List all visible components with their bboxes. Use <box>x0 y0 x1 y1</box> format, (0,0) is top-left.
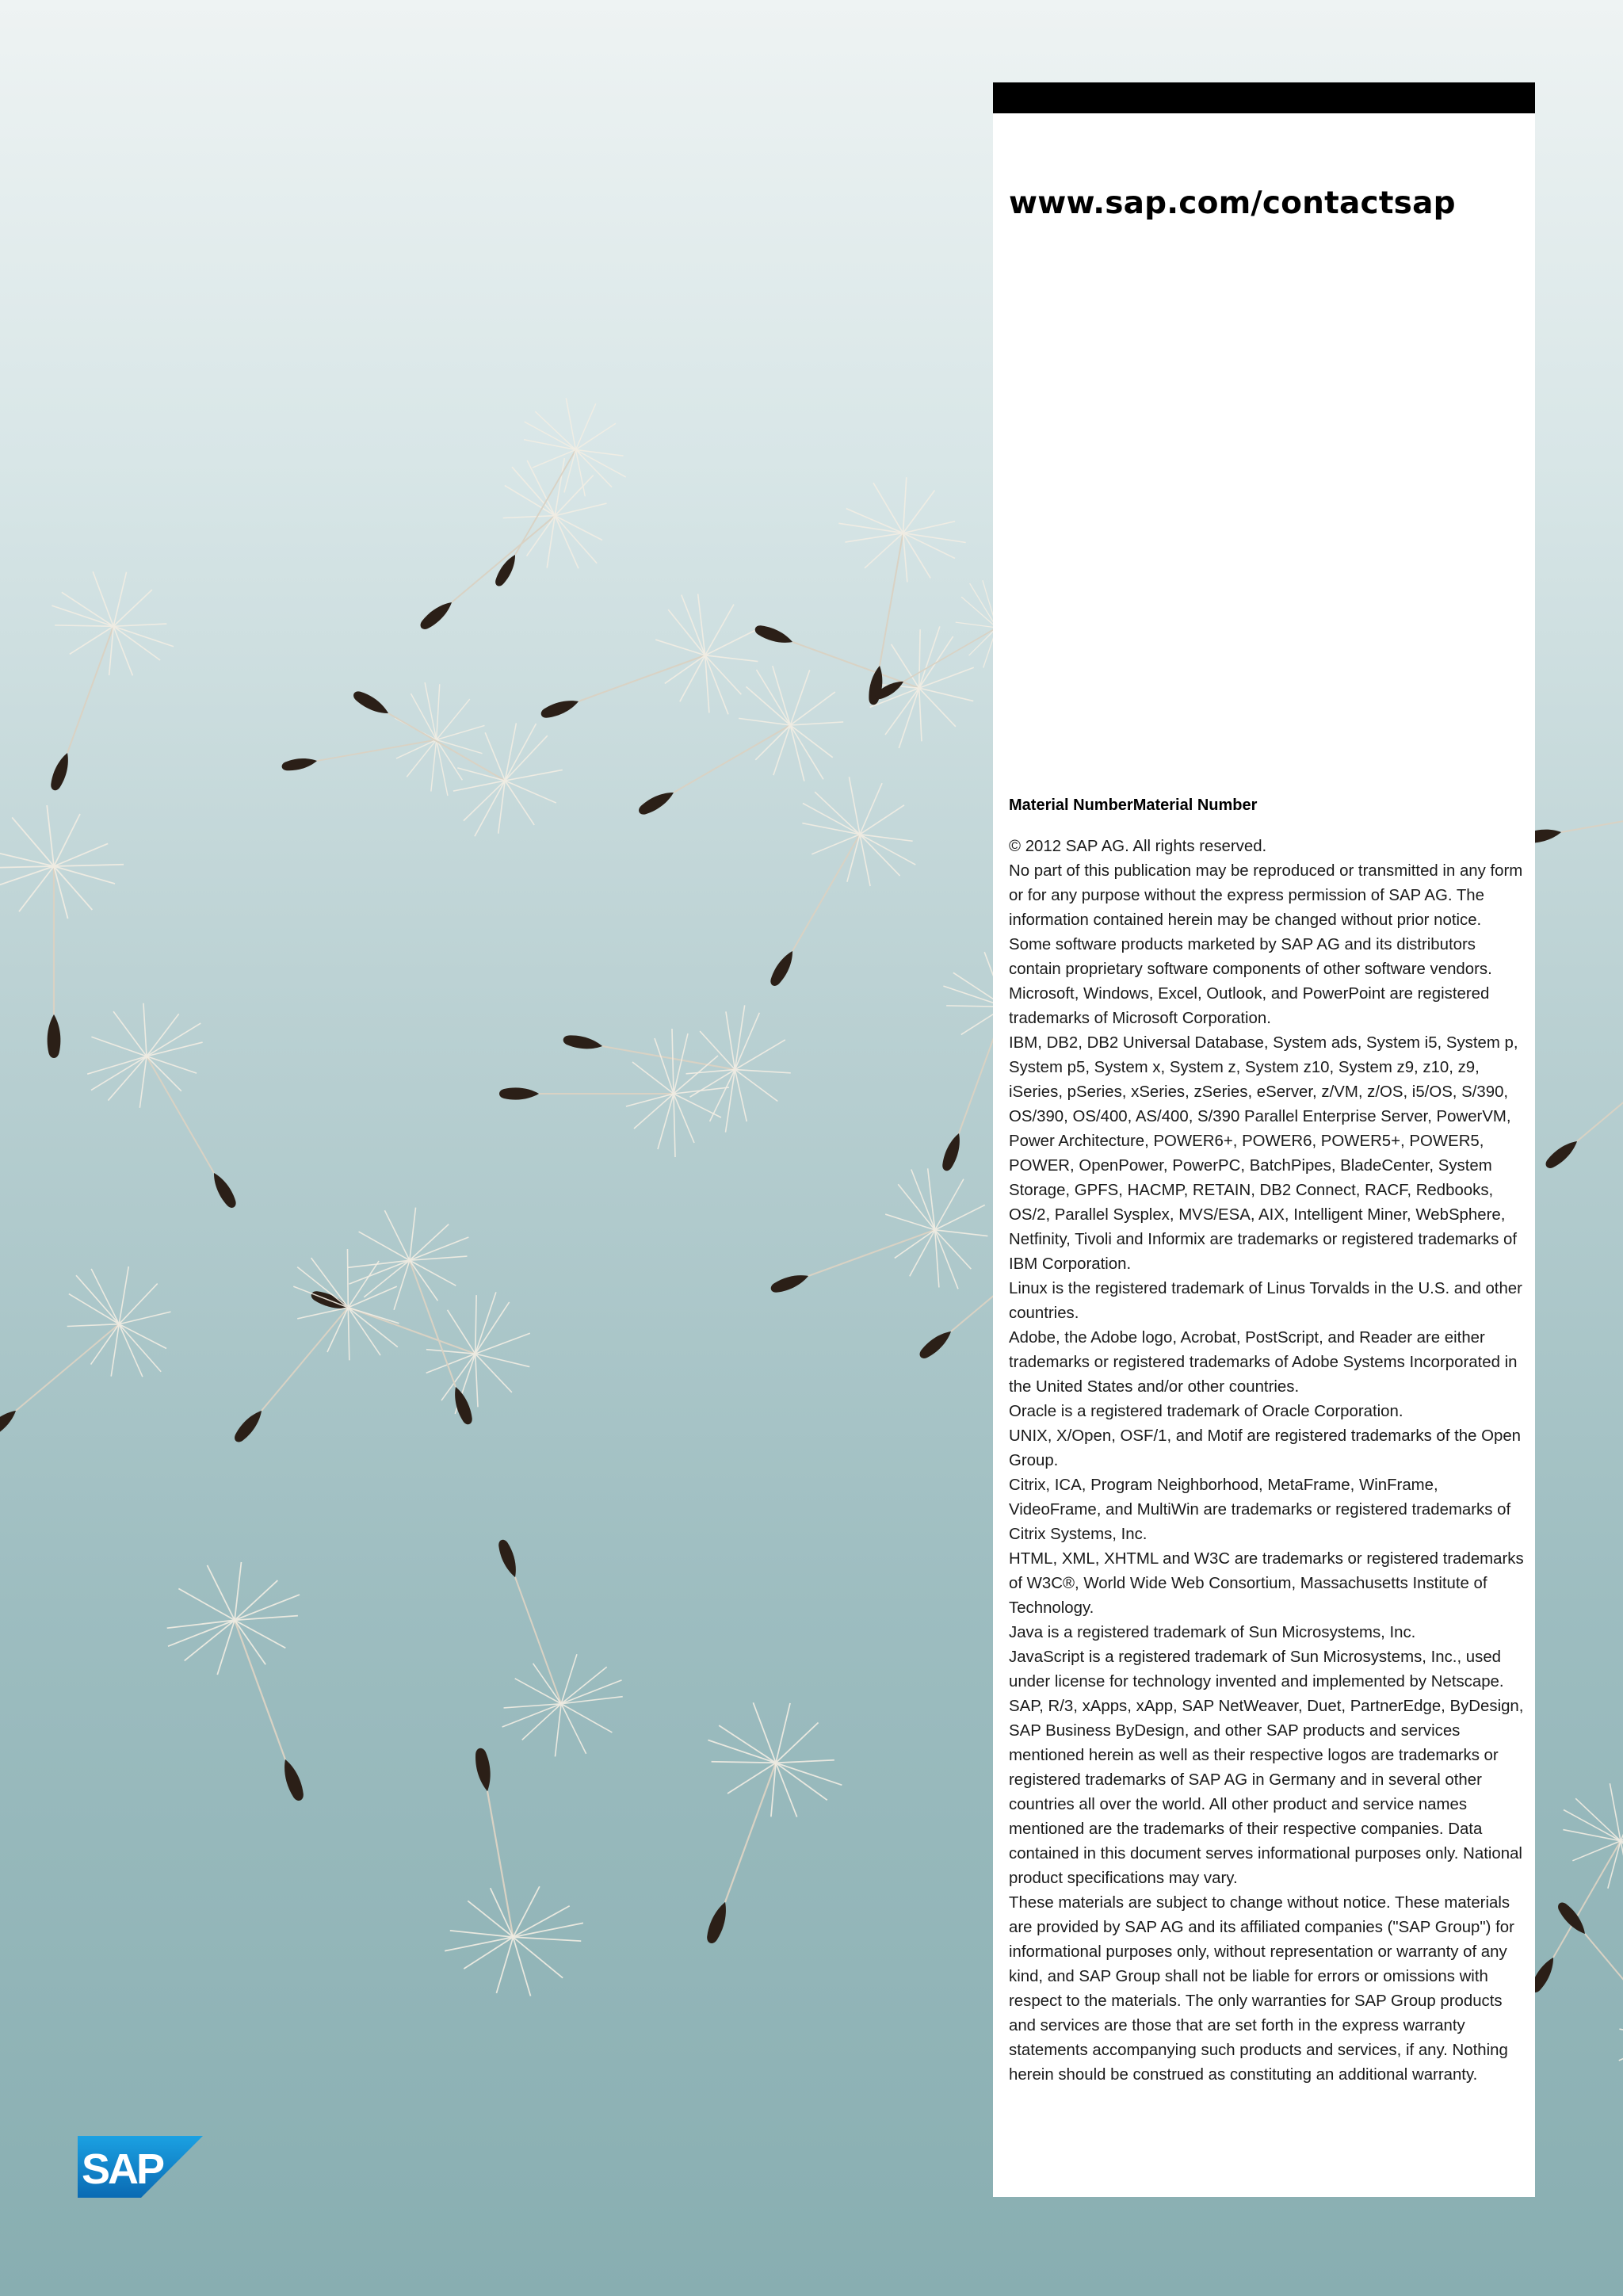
legal-paragraph: Linux is the registered trademark of Linus Torvalds in the U.S. and other countries. <box>1009 1280 1522 1322</box>
copyright-line: © 2012 SAP AG. All rights reserved. <box>1009 838 1267 855</box>
legal-paragraph: SAP, R/3, xApps, xApp, SAP NetWeaver, Duet, PartnerEdge, ByDesign, SAP Business ByDesign, and other SAP products and services mentioned herein as well as their respective logos are trademarks or registered trademarks of SAP AG in Germany and in several other countries all over the world. All other product and service names mentioned are the trademarks of their respective companies. Data contained in this document serves informational purposes only. National product specifications may vary. <box>1009 1698 1524 1887</box>
legal-paragraph: JavaScript is a registered trademark of Sun Microsystems, Inc., used under license for technology invented and implemented by Netscape. <box>1009 1648 1504 1690</box>
legal-paragraph: Oracle is a registered trademark of Oracle Corporation. <box>1009 1403 1403 1420</box>
legal-notice <box>1009 835 1526 2088</box>
legal-paragraph: These materials are subject to change without notice. These materials are provided by SAP AG and its affiliated companies ("SAP Group") for informational purposes only, without representation or warranty of any kind, and SAP Group shall not be liable for errors or omissions with respect to the materials. The only warranties for SAP Group products and services are those that are set forth in the express warranty statements accompanying such products and services, if any. Nothing herein should be construed as constituting an additional warranty. <box>1009 1894 1514 2084</box>
legal-paragraph: Java is a registered trademark of Sun Microsystems, Inc. <box>1009 1624 1416 1641</box>
sap-logo <box>78 2136 203 2198</box>
legal-paragraph: Citrix, ICA, Program Neighborhood, MetaFrame, WinFrame, VideoFrame, and MultiWin are trademarks or registered trademarks of Citrix Systems, Inc. <box>1009 1477 1511 1543</box>
legal-paragraph: Microsoft, Windows, Excel, Outlook, and PowerPoint are registered trademarks of Microsoft Corporation. <box>1009 985 1490 1027</box>
legal-paragraph: UNIX, X/Open, OSF/1, and Motif are registered trademarks of the Open Group. <box>1009 1427 1521 1469</box>
legal-paragraph: No part of this publication may be reproduced or transmitted in any form or for any purpose without the express permission of SAP AG. The information contained herein may be changed without prior notice. <box>1009 862 1523 929</box>
contact-url-link[interactable]: www.sap.com/contactsap <box>1009 185 1456 221</box>
legal-paragraph: Some software products marketed by SAP AG and its distributors contain proprietary software components of other software vendors. <box>1009 936 1492 978</box>
legal-paragraph: IBM, DB2, DB2 Universal Database, System ads, System i5, System p, System p5, System x, System z, System z10, System z9, z10, z9, iSeries, pSeries, xSeries, zSeries, eServer, z/VM, z/OS, i5/OS, S/390, OS/390, OS/400, AS/400, S/390 Parallel Enterprise Server, PowerVM, Power Architecture, POWER6+, POWER6, POWER5+, POWER5, POWER, OpenPower, PowerPC, BatchPipes, BladeCenter, System Storage, GPFS, HACMP, RETAIN, DB2 Connect, RACF, Redbooks, OS/2, Parallel Sysplex, MVS/ESA, AIX, Intelligent Miner, WebSphere, Netfinity, Tivoli and Informix are trademarks or registered trademarks of IBM Corporation. <box>1009 1034 1518 1273</box>
panel-top-bar <box>993 82 1535 113</box>
legal-paragraph: Adobe, the Adobe logo, Acrobat, PostScript, and Reader are either trademarks or registered trademarks of Adobe Systems Incorporated in the United States and/or other countries. <box>1009 1329 1518 1396</box>
material-number-label: Material NumberMaterial Number <box>1009 797 1258 814</box>
legal-paragraph: HTML, XML, XHTML and W3C are trademarks or registered trademarks of W3C®, World Wide Web Consortium, Massachusetts Institute of Technology. <box>1009 1550 1524 1617</box>
legal-panel <box>993 82 1535 2197</box>
sap-logo-text: SAP <box>82 2145 163 2193</box>
